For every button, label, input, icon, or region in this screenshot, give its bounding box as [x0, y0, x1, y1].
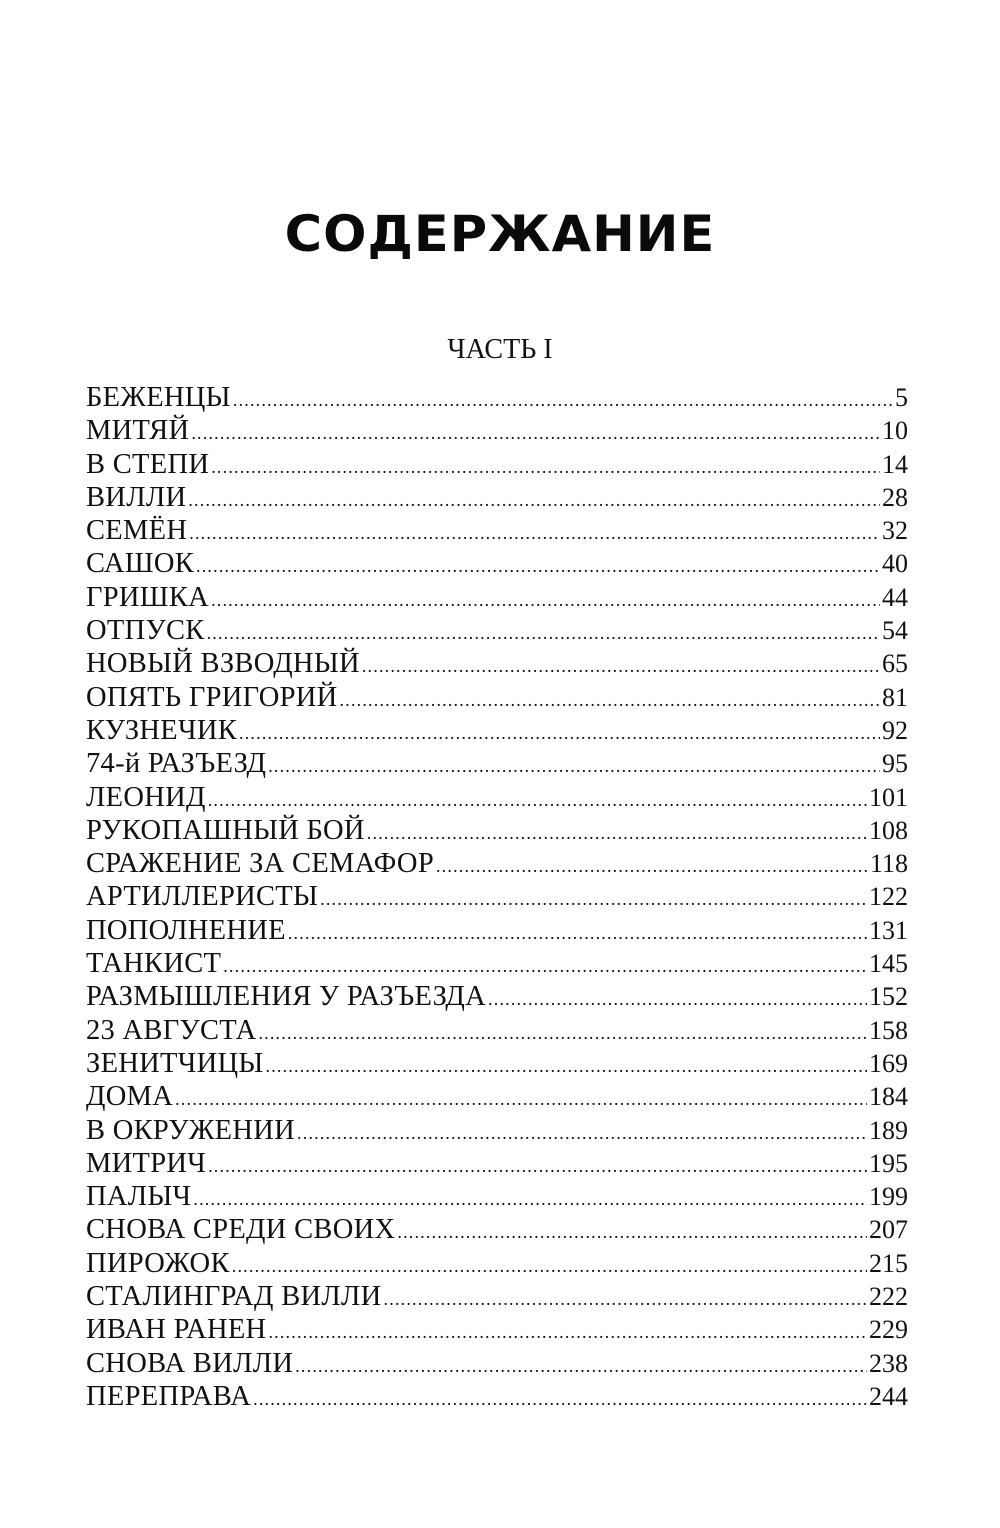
toc-entry-page: 118	[869, 849, 908, 879]
dot-leader	[488, 983, 867, 1016]
toc-entry-title: ТАНКИСТ	[86, 948, 222, 980]
dot-leader	[384, 1283, 867, 1316]
toc-entry-page: 238	[869, 1348, 908, 1378]
toc-entry	[86, 847, 908, 880]
dot-leader	[223, 950, 867, 983]
dot-leader	[397, 1216, 867, 1249]
toc-entry-page: 145	[869, 949, 908, 979]
dot-leader	[268, 750, 880, 783]
toc-entry	[86, 814, 908, 847]
toc-entry-page: 222	[869, 1282, 908, 1312]
toc-entry-title: В СТЕПИ	[86, 448, 210, 480]
toc-entry-page: 5	[895, 383, 908, 412]
dot-leader	[211, 584, 880, 617]
toc-entry-title: СРАЖЕНИЕ ЗА СЕМАФОР	[86, 848, 434, 880]
toc-entry-title: 23 АВГУСТА	[86, 1014, 257, 1046]
toc-entry	[86, 581, 908, 614]
toc-entry	[86, 1180, 908, 1213]
toc-entry-title: РУКОПАШНЫЙ БОЙ	[86, 814, 365, 846]
toc-entry	[86, 1114, 908, 1147]
toc-entry	[86, 681, 908, 714]
toc-entry	[86, 1080, 908, 1113]
toc-entry-title: САШОК	[86, 548, 195, 580]
toc-entry-title: СЕМЁН	[86, 515, 188, 547]
toc-entry-title: ПОПОЛНЕНИЕ	[86, 914, 286, 946]
toc-entry-title: ДОМА	[86, 1081, 174, 1113]
dot-leader	[233, 384, 893, 417]
toc-entry-page: 184	[869, 1082, 908, 1112]
dot-leader	[208, 784, 867, 817]
toc-entry-page: 189	[869, 1115, 908, 1145]
dot-leader	[367, 817, 867, 850]
dot-leader	[340, 684, 880, 717]
dot-leader	[189, 517, 880, 550]
toc-entry-title: СНОВА ВИЛЛИ	[86, 1347, 294, 1379]
toc-entry-page: 28	[882, 482, 908, 512]
toc-entry-title: КУЗНЕЧИК	[86, 714, 238, 746]
toc-entry-title: В ОКРУЖЕНИИ	[86, 1114, 296, 1146]
dot-leader	[196, 550, 880, 583]
toc-entry-title: ЗЕНИТЧИЦЫ	[86, 1047, 264, 1079]
dot-leader	[297, 1117, 867, 1150]
toc-entry-page: 65	[882, 649, 908, 679]
toc-entry	[86, 448, 908, 481]
toc-entry-title: 74-й РАЗЪЕЗД	[86, 748, 267, 780]
toc-entry-page: 108	[869, 815, 908, 845]
dot-leader	[436, 850, 868, 883]
toc-entry	[86, 1280, 908, 1313]
toc-entry	[86, 1147, 908, 1180]
toc-entry-title: МИТЯЙ	[86, 415, 190, 447]
toc-entry	[86, 647, 908, 680]
dot-leader	[175, 1083, 867, 1116]
dot-leader	[258, 1017, 867, 1050]
toc-entry	[86, 947, 908, 980]
toc-entry	[86, 781, 908, 814]
toc-entry-title: АРТИЛЛЕРИСТЫ	[86, 881, 319, 913]
toc-entry-page: 131	[869, 915, 908, 945]
dot-leader	[239, 717, 880, 750]
toc-entry-title: ВИЛЛИ	[86, 481, 187, 513]
toc-entry-title: ПИРОЖОК	[86, 1247, 230, 1279]
toc-entry	[86, 547, 908, 580]
toc-entry-title: СТАЛИНГРАД ВИЛЛИ	[86, 1281, 382, 1313]
toc-entry-title: РАЗМЫШЛЕНИЯ У РАЗЪЕЗДА	[86, 981, 487, 1013]
toc-entry	[86, 1380, 908, 1413]
dot-leader	[208, 1150, 867, 1183]
toc-entry-title: ПЕРЕПРАВА	[86, 1380, 252, 1412]
dot-leader	[266, 1050, 868, 1083]
toc-entry-page: 158	[869, 1015, 908, 1045]
toc-entry-page: 152	[869, 982, 908, 1012]
dot-leader	[188, 484, 880, 517]
toc-entry-title: ПАЛЫЧ	[86, 1181, 192, 1213]
toc-entry-page: 14	[882, 449, 908, 479]
dot-leader	[295, 1350, 867, 1383]
toc-entry	[86, 880, 908, 913]
toc-entry-page: 199	[869, 1182, 908, 1212]
toc-entry-page: 101	[869, 782, 908, 812]
dot-leader	[362, 650, 880, 683]
toc-entry-page: 32	[882, 516, 908, 546]
toc-entry	[86, 914, 908, 947]
toc-entry	[86, 1047, 908, 1080]
toc-entry-page: 229	[869, 1315, 908, 1345]
toc-entry-page: 169	[869, 1048, 908, 1078]
toc-entry-page: 207	[869, 1215, 908, 1245]
toc-entry-title: ИВАН РАНЕН	[86, 1314, 267, 1346]
toc-entry	[86, 481, 908, 514]
toc-entry	[86, 714, 908, 747]
dot-leader	[193, 1183, 867, 1216]
dot-leader	[253, 1383, 867, 1416]
toc-entry-page: 81	[882, 682, 908, 712]
toc-entry	[86, 1247, 908, 1280]
toc-entry-page: 215	[869, 1248, 908, 1278]
toc-entry-page: 95	[882, 749, 908, 779]
toc-entry	[86, 747, 908, 780]
dot-leader	[207, 617, 880, 650]
toc-entry-title: ЛЕОНИД	[86, 781, 206, 813]
toc-entry	[86, 980, 908, 1013]
dot-leader	[268, 1316, 867, 1349]
toc-entry	[86, 514, 908, 547]
toc-entry	[86, 1213, 908, 1246]
toc-entry-page: 40	[882, 549, 908, 579]
toc-entry-page: 44	[882, 582, 908, 612]
toc-entry-title: НОВЫЙ ВЗВОДНЫЙ	[86, 648, 360, 680]
dot-leader	[288, 917, 867, 950]
toc-entry	[86, 1347, 908, 1380]
toc-entry	[86, 1313, 908, 1346]
toc-entry-title: ОПЯТЬ ГРИГОРИЙ	[86, 681, 338, 713]
dot-leader	[232, 1250, 867, 1283]
toc-entry-page: 244	[869, 1381, 908, 1411]
part-title: ЧАСТЬ I	[447, 334, 553, 365]
table-of-contents	[86, 381, 908, 1413]
toc-entry	[86, 614, 908, 647]
toc-entry	[86, 414, 908, 447]
toc-entry-title: ГРИШКА	[86, 581, 210, 613]
toc-entry-title: СНОВА СРЕДИ СВОИХ	[86, 1214, 396, 1246]
toc-entry-title: МИТРИЧ	[86, 1147, 207, 1179]
toc-entry	[86, 381, 908, 414]
toc-entry-title: БЕЖЕНЦЫ	[86, 382, 231, 413]
toc-entry-page: 195	[869, 1148, 908, 1178]
toc-entry-title: ОТПУСК	[86, 615, 205, 647]
toc-entry-page: 92	[882, 715, 908, 745]
toc-entry	[86, 1014, 908, 1047]
dot-leader	[211, 451, 880, 484]
toc-entry-page: 10	[882, 416, 908, 446]
toc-entry-page: 54	[882, 616, 908, 646]
page-title: СОДЕРЖАНИЕ	[284, 205, 716, 263]
toc-entry-page: 122	[869, 882, 908, 912]
dot-leader	[191, 417, 880, 450]
dot-leader	[320, 883, 867, 916]
